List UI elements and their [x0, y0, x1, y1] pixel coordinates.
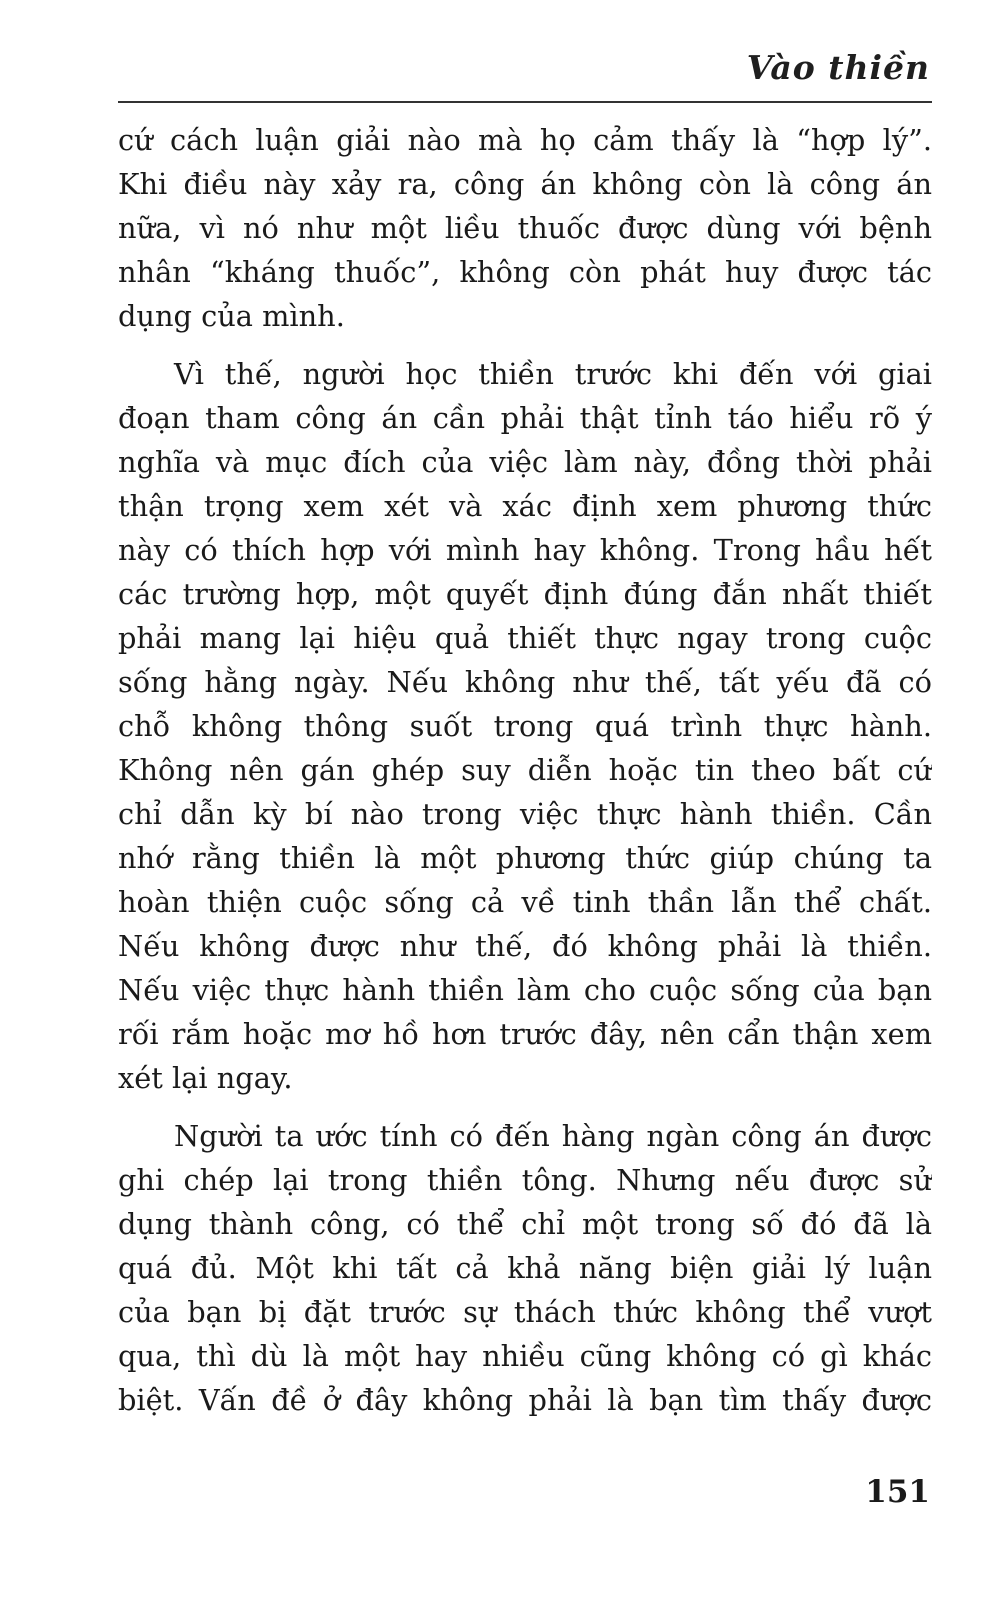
text-line: phải mang lại hiệu quả thiết thực ngay trong cuộc [118, 621, 932, 655]
text-line: cứ cách luận giải nào mà họ cảm thấy là “hợp lý”. [118, 123, 932, 157]
text-line: chỗ không thông suốt trong quá trình thực hành. [118, 709, 932, 743]
text-line: Nếu không được như thế, đó không phải là thiền. [118, 929, 932, 963]
text-line: nghĩa và mục đích của việc làm này, đồng thời phải [118, 445, 932, 479]
text-line: nhân “kháng thuốc”, không còn phát huy được tác [118, 255, 932, 289]
paragraph-2 [118, 352, 932, 1100]
page-number: 151 [865, 1474, 930, 1510]
text-line: xét lại ngay. [118, 1061, 293, 1095]
text-line: các trường hợp, một quyết định đúng đắn nhất thiết [118, 577, 932, 611]
text-line: hoàn thiện cuộc sống cả về tinh thần lẫn thể chất. [118, 885, 932, 919]
text-line: nhớ rằng thiền là một phương thức giúp chúng ta [118, 841, 932, 875]
text-line: của bạn bị đặt trước sự thách thức không thể vượt [118, 1295, 932, 1329]
text-line: Khi điều này xảy ra, công án không còn là công án [118, 167, 932, 201]
text-line: Nếu việc thực hành thiền làm cho cuộc sống của bạn [118, 973, 932, 1007]
text-line: đoạn tham công án cần phải thật tỉnh táo hiểu rõ ý [118, 401, 932, 435]
text-line: Vì thế, người học thiền trước khi đến với giai [174, 357, 932, 391]
text-line: biệt. Vấn đề ở đây không phải là bạn tìm thấy được [118, 1383, 932, 1417]
paragraph-1 [118, 118, 932, 338]
text-line: dụng của mình. [118, 299, 345, 333]
body-text [118, 118, 932, 1436]
text-line: nữa, vì nó như một liều thuốc được dùng với bệnh [118, 211, 932, 245]
text-line: dụng thành công, có thể chỉ một trong số đó đã là [118, 1207, 932, 1241]
text-line: quá đủ. Một khi tất cả khả năng biện giải lý luận [118, 1251, 932, 1285]
text-line: này có thích hợp với mình hay không. Trong hầu hết [118, 533, 932, 567]
text-line: qua, thì dù là một hay nhiều cũng không có gì khác [118, 1339, 932, 1373]
text-line: rối rắm hoặc mơ hồ hơn trước đây, nên cẩn thận xem [118, 1017, 932, 1051]
text-line: Người ta ước tính có đến hàng ngàn công án được [174, 1119, 932, 1153]
text-line: ghi chép lại trong thiền tông. Nhưng nếu được sử [118, 1163, 932, 1197]
text-line: chỉ dẫn kỳ bí nào trong việc thực hành thiền. Cần [118, 797, 932, 831]
text-line: Không nên gán ghép suy diễn hoặc tin theo bất cứ [118, 753, 932, 787]
header-rule [118, 101, 932, 103]
running-header-title: Vào thiền [746, 48, 930, 87]
paragraph-3 [118, 1114, 932, 1422]
text-line: sống hằng ngày. Nếu không như thế, tất yếu đã có [118, 665, 932, 699]
text-line: thận trọng xem xét và xác định xem phương thức [118, 489, 932, 523]
